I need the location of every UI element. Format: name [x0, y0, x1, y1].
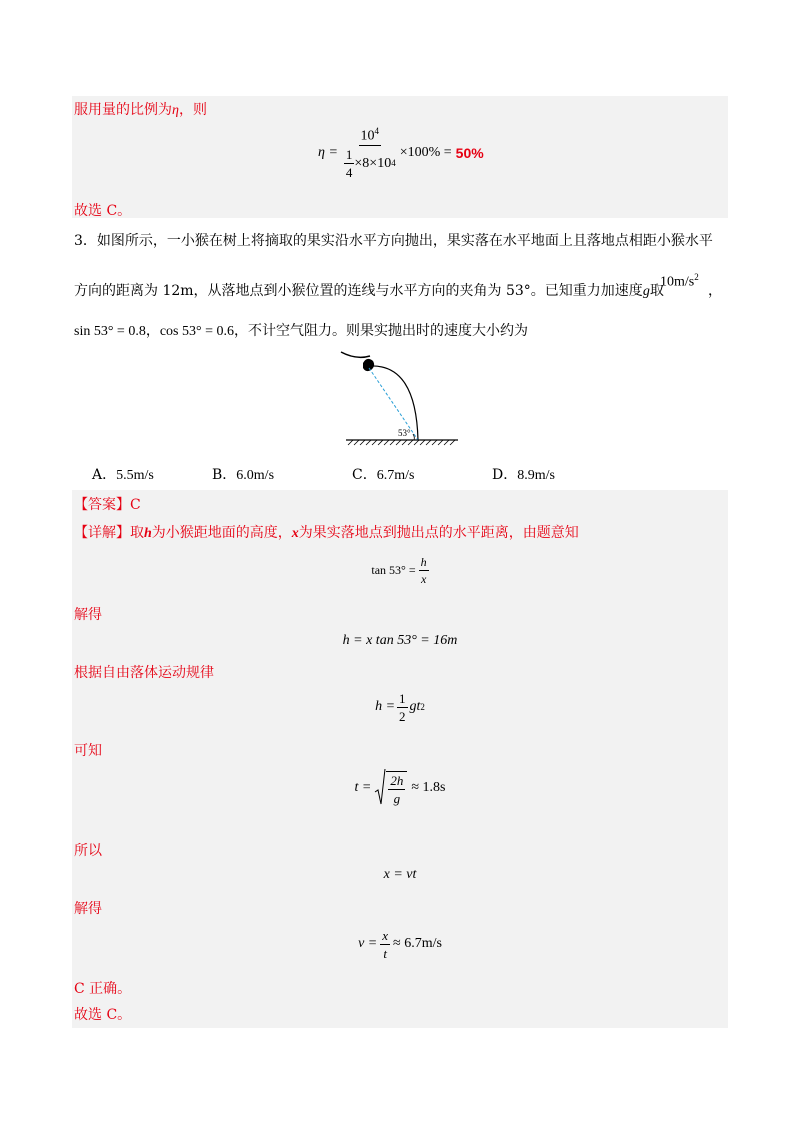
question-line-1: 3．如图所示，一小猴在树上将摘取的果实沿水平方向抛出，果实落在水平地面上且落地点相距小猴水平	[74, 233, 713, 249]
equation-free-fall: h = $\frac{1}{2}$ gt 2	[375, 690, 425, 724]
option-c[interactable]: C．6.7m/s	[352, 467, 415, 483]
ratio-intro: 服用量的比例为η，则	[74, 102, 207, 118]
ratio-equation: η = $10^4$ $\frac{1}{4}$ ×8×10 4 ×100% = 50%	[318, 125, 484, 181]
solve-label-2: 解得	[74, 901, 102, 917]
option-a[interactable]: A．5.5m/s	[92, 467, 154, 483]
answer-tag: 【答案】C	[74, 497, 141, 513]
correct-label: C 正确。	[74, 981, 132, 997]
tree-branch	[341, 352, 370, 357]
ratio-result: 50%	[455, 145, 484, 161]
equation-tan: tan 53° = $\frac{h}{x}$	[371, 554, 427, 586]
know-label: 可知	[74, 743, 102, 759]
trajectory-curve	[370, 366, 418, 440]
solve-label-1: 解得	[74, 607, 102, 623]
ground-hatching	[348, 440, 455, 445]
free-fall-label: 根据自由落体运动规律	[74, 665, 214, 681]
conclusion-top: 故选 C。	[74, 203, 132, 219]
ratio-fraction: $10^4$ $\frac{1}{4}$ ×8×10 4	[345, 125, 396, 181]
equation-velocity: v = $\frac{x}{t}$ ≈ 6.7m/s	[358, 927, 442, 961]
sqrt-sign	[374, 768, 386, 808]
equation-time: t = $\frac{2h}{g}$ ≈ 1.8s	[72, 766, 728, 810]
monkey-icon	[363, 359, 374, 371]
gravity-comma: ，	[708, 283, 722, 299]
equation-height: h = x tan 53° = 16m	[342, 633, 458, 648]
monkey-projectile-figure	[336, 346, 466, 446]
so-label: 所以	[74, 843, 102, 859]
question-line-3: sin 53° = 0.8，cos 53° = 0.6，不计空气阻力。则果实抛出时的速度大小约为	[74, 323, 528, 339]
connecting-line	[369, 368, 418, 440]
gravity-value: $10m/s^2$	[660, 272, 699, 290]
option-d[interactable]: D．8.9m/s	[492, 467, 555, 483]
option-b[interactable]: B．6.0m/s	[212, 467, 275, 483]
conclusion-bottom: 故选 C。	[74, 1007, 132, 1023]
question-line-2: 方向的距离为 12m，从落地点到小猴位置的连线与水平方向的夹角为 53°。已知重力加速度g取	[74, 283, 664, 299]
detail-intro: 【详解】取h为小猴距地面的高度，x为果实落地点到抛出点的水平距离，由题意知	[74, 525, 579, 541]
angle-label: 53°	[398, 428, 411, 438]
equation-displacement: x = vt	[383, 867, 417, 882]
